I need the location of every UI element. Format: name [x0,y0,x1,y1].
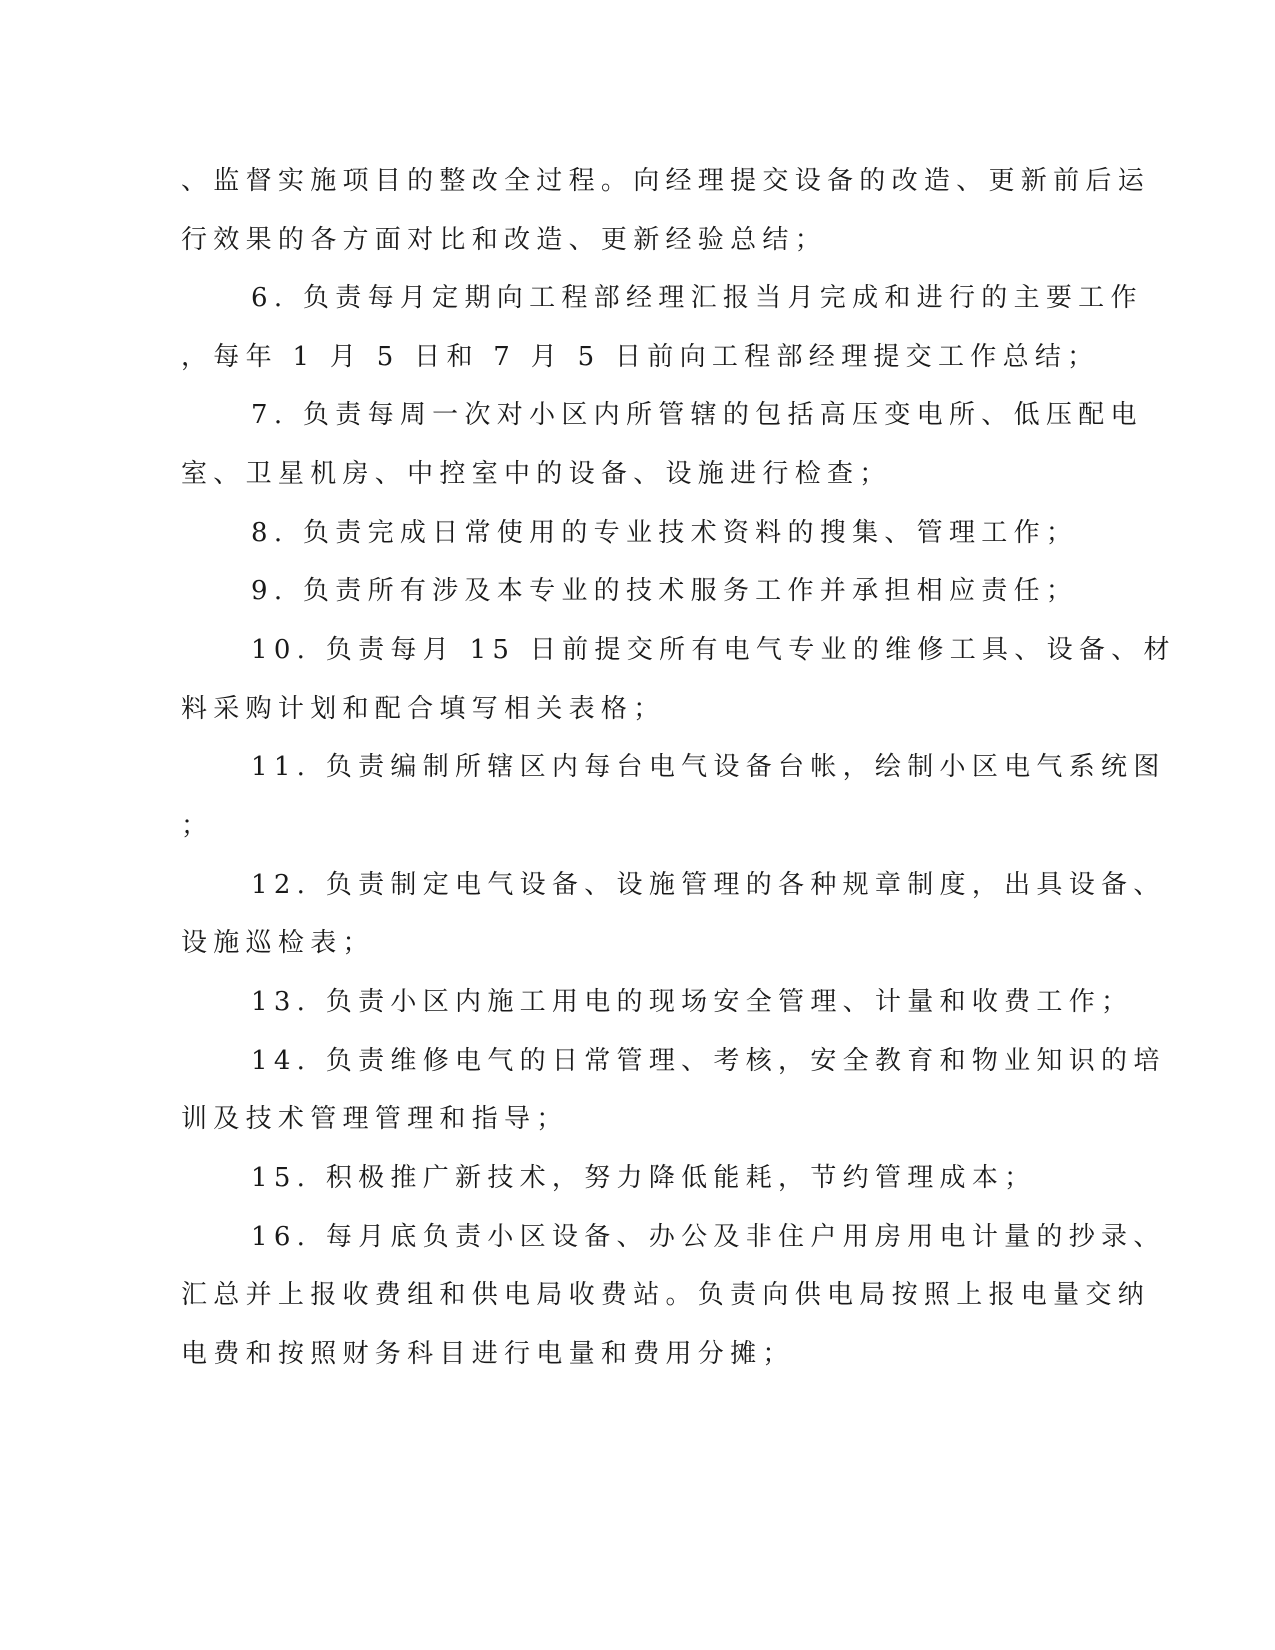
text-line-9: 10. 负责每月 15 日前提交所有电气专业的维修工具、设备、材 [251,635,1176,665]
text-line-21: 电费和按照财务科目进行电量和费用分摊； [181,1339,795,1369]
text-line-16: 14. 负责维修电气的日常管理、考核，安全教育和物业知识的培 [251,1046,1166,1076]
text-line-1: 、监督实施项目的整改全过程。向经理提交设备的改造、更新前后运 [181,166,1151,196]
text-line-18: 15. 积极推广新技术，努力降低能耗，节约管理成本； [251,1163,1037,1193]
text-line-6: 室、卫星机房、中控室中的设备、设施进行检查； [181,459,892,489]
text-line-15: 13. 负责小区内施工用电的现场安全管理、计量和收费工作； [251,987,1134,1017]
text-line-4: ，每年 1 月 5 日和 7 月 5 日前向工程部经理提交工作总结； [181,342,1100,372]
text-line-17: 训及技术管理管理和指导； [181,1104,569,1134]
text-line-13: 12. 负责制定电气设备、设施管理的各种规章制度，出具设备、 [251,870,1166,900]
text-line-5: 7. 负责每周一次对小区内所管辖的包括高压变电所、低压配电 [251,400,1143,430]
text-line-14: 设施巡检表； [181,928,375,958]
text-line-2: 行效果的各方面对比和改造、更新经验总结； [181,225,828,255]
text-line-3: 6. 负责每月定期向工程部经理汇报当月完成和进行的主要工作 [251,283,1143,313]
text-line-19: 16. 每月底负责小区设备、办公及非住户用房用电计量的抄录、 [251,1222,1166,1252]
text-line-8: 9. 负责所有涉及本专业的技术服务工作并承担相应责任； [251,576,1079,606]
text-line-12: ； [181,811,214,841]
text-line-7: 8. 负责完成日常使用的专业技术资料的搜集、管理工作； [251,518,1079,548]
text-line-20: 汇总并上报收费组和供电局收费站。负责向供电局按照上报电量交纳 [181,1280,1151,1310]
text-line-11: 11. 负责编制所辖区内每台电气设备台帐，绘制小区电气系统图 [251,752,1166,782]
text-line-10: 料采购计划和配合填写相关表格； [181,694,666,724]
